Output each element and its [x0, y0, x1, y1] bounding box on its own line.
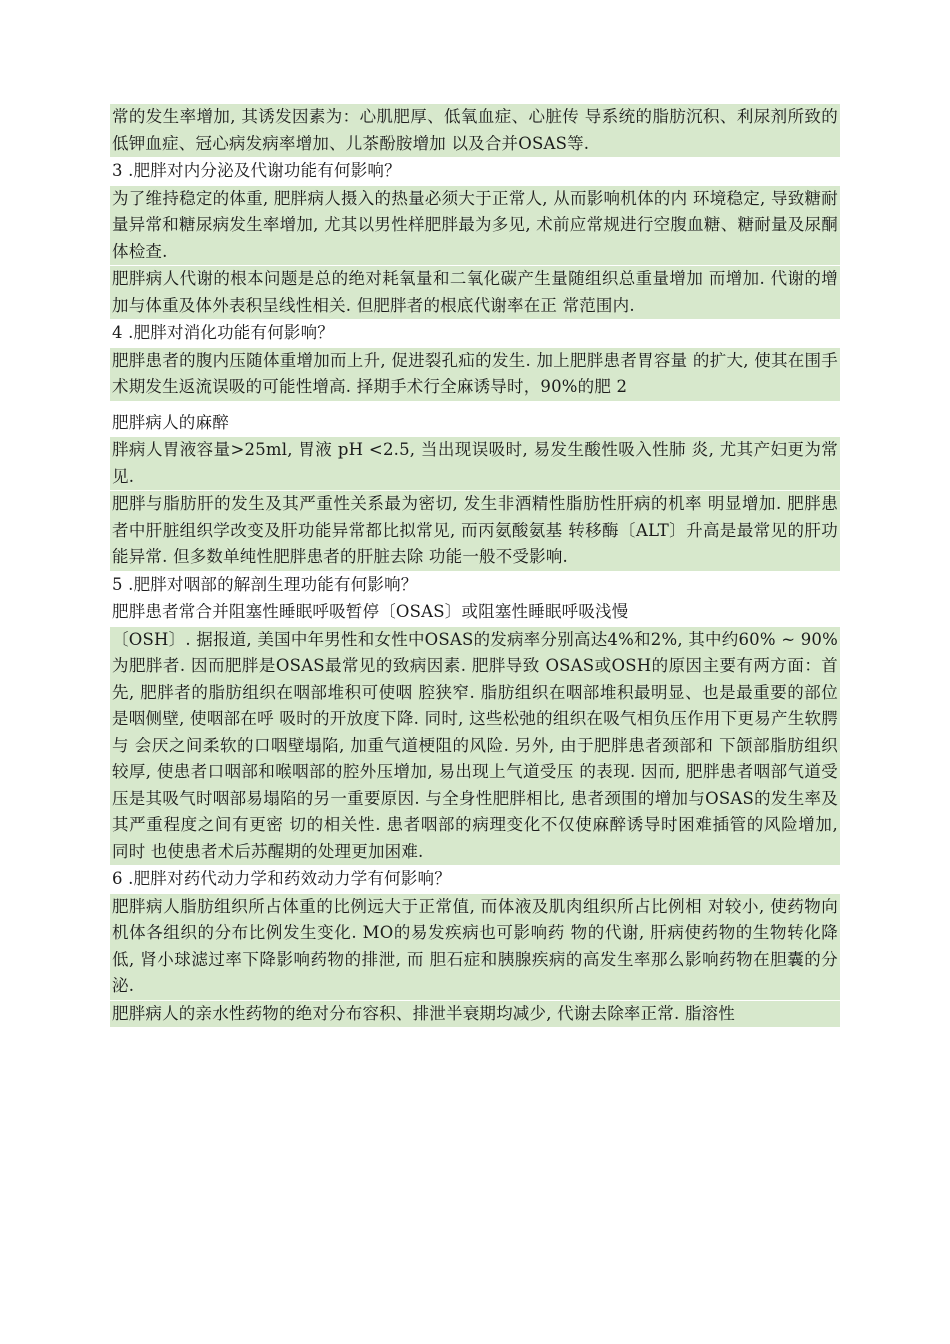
question-4-heading: 4 .肥胖对消化功能有何影响？	[110, 320, 840, 347]
question-5-heading: 5 .肥胖对咽部的解剖生理功能有何影响？	[110, 572, 840, 599]
paragraph-digestive-1: 肥胖患者的腹内压随体重增加而上升, 促进裂孔疝的发生. 加上肥胖患者胃容量 的扩大, 使其在围手术期发生返流误吸的可能性增高. 择期手术行全麻诱导时，90%的肥 2	[110, 348, 840, 401]
document-page	[110, 104, 840, 1028]
paragraph-pharmacokinetics-2: 肥胖病人的亲水性药物的绝对分布容积、排泄半衰期均减少, 代谢去除率正常. 脂溶性	[110, 1001, 840, 1028]
paragraph-osas-intro: 肥胖患者常合并阻塞性睡眠呼吸暂停〔OSAS〕或阻塞性睡眠呼吸浅慢	[110, 599, 840, 626]
paragraph-cardiac: 常的发生率增加, 其诱发因素为：心肌肥厚、低氧血症、心脏传 导系统的脂肪沉积、利尿剂所致的低钾血症、冠心病发病率增加、儿茶酚胺增加 以及合并OSAS等.	[110, 104, 840, 157]
paragraph-osas-detail: 〔OSH〕. 据报道, 美国中年男性和女性中OSAS的发病率分别高达4%和2%, 其中约60% ~ 90%为肥胖者. 因而肥胖是OSAS最常见的致病因素. 肥胖导致 OSAS或OSH的原因主要有两方面：首先, 肥胖者的脂肪组织在咽部堆积可使咽 腔狭窄. 脂肪组织在咽部堆积最明显、也是最重要的部位是咽侧壁, 使咽部在呼 吸时的开放度下降. 同时, 这些松弛的组织在吸气相负压作用下更易产生软腭与 会厌之间柔软的口咽壁塌陷, 加重气道梗阻的风险. 另外, 由于肥胖患者颈部和 下颌部脂肪组织较厚, 使患者口咽部和喉咽部的腔外压增加, 易出现上气道受压 的表现. 因而, 肥胖患者咽部气道受压是其吸气时咽部易塌陷的另一重要原因. 与全身性肥胖相比, 患者颈围的增加与OSAS的发生率及其严重程度之间有更密 切的相关性. 患者咽部的病理变化不仅使麻醉诱导时困难插管的风险增加, 同时 也使患者术后苏醒期的处理更加困难.	[110, 627, 840, 866]
running-header: 肥胖病人的麻醉	[110, 410, 840, 437]
question-6-heading: 6 .肥胖对药代动力学和药效动力学有何影响？	[110, 866, 840, 893]
paragraph-endocrine-2: 肥胖病人代谢的根本问题是总的绝对耗氧量和二氧化碳产生量随组织总重量增加 而增加. 代谢的增加与体重及体外表积呈线性相关. 但肥胖者的根底代谢率在正 常范围内.	[110, 266, 840, 319]
paragraph-endocrine-1: 为了维持稳定的体重, 肥胖病人摄入的热量必须大于正常人, 从而影响机体的内 环境稳定, 导致糖耐量异常和糖尿病发生率增加, 尤其以男性样肥胖最为多见, 术前应常规进行空腹血糖、糖耐量及尿酮体检查.	[110, 186, 840, 266]
paragraph-pharmacokinetics-1: 肥胖病人脂肪组织所占体重的比例远大于正常值, 而体液及肌肉组织所占比例相 对较小, 使药物向机体各组织的分布比例发生变化. MO的易发疾病也可影响药 物的代谢, 肝病使药物的生物转化降低, 肾小球滤过率下降影响药物的排泄, 而 胆石症和胰腺疾病的高发生率那么影响药物在胆囊的分泌.	[110, 894, 840, 1000]
question-3-heading: 3 .肥胖对内分泌及代谢功能有何影响？	[110, 158, 840, 185]
paragraph-fatty-liver: 肥胖与脂肪肝的发生及其严重性关系最为密切, 发生非酒精性脂肪性肝病的机率 明显增加. 肥胖患者中肝脏组织学改变及肝功能异常都比拟常见, 而丙氨酸氨基 转移酶〔ALT〕升高是最常见的肝功能异常. 但多数单纯性肥胖患者的肝脏去除 功能一般不受影响.	[110, 491, 840, 571]
paragraph-digestive-2: 胖病人胃液容量>25ml, 胃液 pH <2.5, 当出现误吸时, 易发生酸性吸入性肺 炎, 尤其产妇更为常见.	[110, 437, 840, 490]
